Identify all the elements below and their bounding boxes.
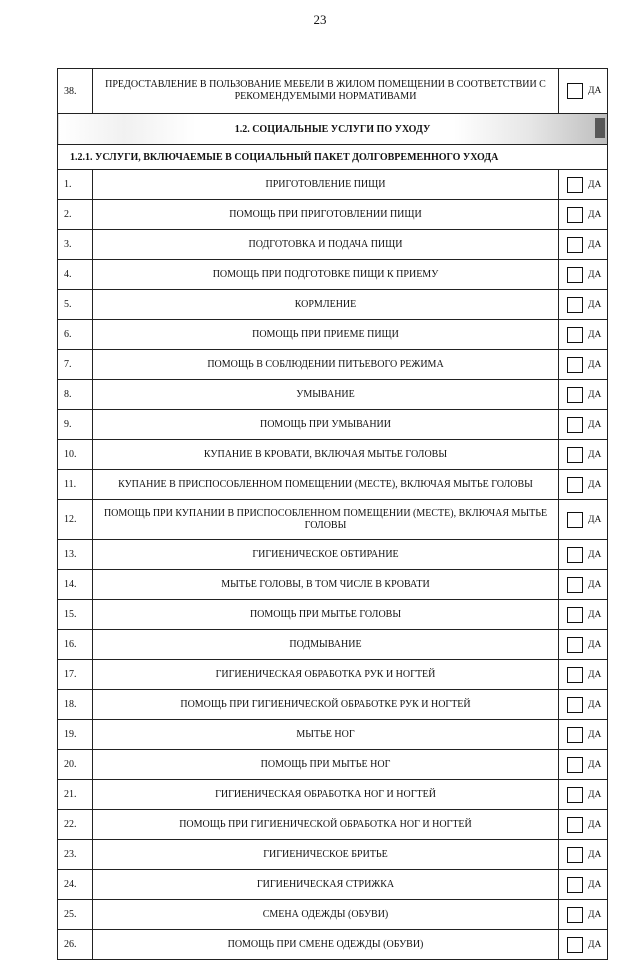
- service-label: МЫТЬЕ НОГ: [93, 720, 559, 750]
- yes-label: ДА: [588, 239, 602, 250]
- table-row: [58, 930, 608, 960]
- table-row: [58, 410, 608, 440]
- row-number: 17.: [58, 660, 93, 690]
- yes-checkbox[interactable]: [567, 387, 583, 403]
- row-number: 20.: [58, 750, 93, 780]
- yes-cell: [559, 540, 608, 570]
- yes-label: ДА: [588, 449, 602, 460]
- yes-checkbox[interactable]: [567, 937, 583, 953]
- service-label: ГИГИЕНИЧЕСКОЕ БРИТЬЕ: [93, 840, 559, 870]
- yes-cell: [559, 500, 608, 540]
- table-row: [58, 780, 608, 810]
- service-label: ПРЕДОСТАВЛЕНИЕ В ПОЛЬЗОВАНИЕ МЕБЕЛИ В ЖИЛОМ ПОМЕЩЕНИИ В СООТВЕТСТВИИ С РЕКОМЕНДУЕМЫМИ НОРМАТИВАМИ: [93, 69, 559, 114]
- table-row: [58, 350, 608, 380]
- yes-cell: [559, 660, 608, 690]
- yes-checkbox[interactable]: [567, 907, 583, 923]
- service-label: ПОДГОТОВКА И ПОДАЧА ПИЩИ: [93, 230, 559, 260]
- row-number: 2.: [58, 200, 93, 230]
- yes-cell: [559, 290, 608, 320]
- yes-checkbox[interactable]: [567, 727, 583, 743]
- service-label: ГИГИЕНИЧЕСКАЯ СТРИЖКА: [93, 870, 559, 900]
- service-label: ПОМОЩЬ ПРИ СМЕНЕ ОДЕЖДЫ (ОБУВИ): [93, 930, 559, 960]
- service-label: ПОМОЩЬ ПРИ ПОДГОТОВКЕ ПИЩИ К ПРИЕМУ: [93, 260, 559, 290]
- section-title: 1.2. СОЦИАЛЬНЫЕ УСЛУГИ ПО УХОДУ: [234, 123, 431, 135]
- service-label: СМЕНА ОДЕЖДЫ (ОБУВИ): [93, 900, 559, 930]
- yes-checkbox[interactable]: [567, 417, 583, 433]
- table-row: [58, 630, 608, 660]
- table-row: [58, 660, 608, 690]
- yes-cell: [559, 260, 608, 290]
- table-row: [58, 440, 608, 470]
- table-row: [58, 170, 608, 200]
- yes-checkbox[interactable]: [567, 547, 583, 563]
- row-number: 24.: [58, 870, 93, 900]
- yes-checkbox[interactable]: [567, 787, 583, 803]
- row-number: 18.: [58, 690, 93, 720]
- yes-label: ДА: [588, 299, 602, 310]
- yes-cell: [559, 230, 608, 260]
- yes-checkbox[interactable]: [567, 83, 583, 99]
- service-label: ПОМОЩЬ ПРИ МЫТЬЕ НОГ: [93, 750, 559, 780]
- row-number: 25.: [58, 900, 93, 930]
- row-number: 26.: [58, 930, 93, 960]
- yes-cell: [559, 720, 608, 750]
- yes-checkbox[interactable]: [567, 877, 583, 893]
- service-label: ГИГИЕНИЧЕСКАЯ ОБРАБОТКА НОГ И НОГТЕЙ: [93, 780, 559, 810]
- table-row: [58, 69, 608, 114]
- yes-label: ДА: [588, 729, 602, 740]
- service-label: ПОДМЫВАНИЕ: [93, 630, 559, 660]
- yes-label: ДА: [588, 86, 602, 96]
- row-number: 6.: [58, 320, 93, 350]
- table-row: [58, 500, 608, 540]
- row-number: 14.: [58, 570, 93, 600]
- table-row: [58, 570, 608, 600]
- table-row: [58, 720, 608, 750]
- yes-label: ДА: [588, 209, 602, 220]
- yes-cell: [559, 440, 608, 470]
- yes-label: ДА: [588, 639, 602, 650]
- yes-label: ДА: [588, 269, 602, 280]
- yes-label: ДА: [588, 819, 602, 830]
- service-label: ПОМОЩЬ ПРИ ПРИГОТОВЛЕНИИ ПИЩИ: [93, 200, 559, 230]
- yes-label: ДА: [588, 789, 602, 800]
- row-number: 7.: [58, 350, 93, 380]
- yes-cell: [559, 600, 608, 630]
- service-label: КУПАНИЕ В КРОВАТИ, ВКЛЮЧАЯ МЫТЬЕ ГОЛОВЫ: [93, 440, 559, 470]
- yes-checkbox[interactable]: [567, 207, 583, 223]
- row-number: 1.: [58, 170, 93, 200]
- row-number: 16.: [58, 630, 93, 660]
- section-title-cell: [58, 114, 608, 145]
- yes-checkbox[interactable]: [567, 817, 583, 833]
- table-row: [58, 260, 608, 290]
- scan-artifact: [595, 118, 605, 138]
- yes-cell: [559, 470, 608, 500]
- yes-cell: [559, 870, 608, 900]
- row-number: 38.: [58, 69, 93, 114]
- row-number: 4.: [58, 260, 93, 290]
- yes-label: ДА: [588, 329, 602, 340]
- yes-label: ДА: [588, 699, 602, 710]
- service-label: ПОМОЩЬ ПРИ МЫТЬЕ ГОЛОВЫ: [93, 600, 559, 630]
- yes-label: ДА: [588, 514, 602, 525]
- row-number: 21.: [58, 780, 93, 810]
- yes-checkbox[interactable]: [567, 267, 583, 283]
- table-row: [58, 470, 608, 500]
- row-number: 9.: [58, 410, 93, 440]
- yes-checkbox[interactable]: [567, 512, 583, 528]
- table-row: [58, 690, 608, 720]
- row-number: 22.: [58, 810, 93, 840]
- service-label: МЫТЬЕ ГОЛОВЫ, В ТОМ ЧИСЛЕ В КРОВАТИ: [93, 570, 559, 600]
- yes-cell: [559, 900, 608, 930]
- yes-label: ДА: [588, 909, 602, 920]
- service-label: КУПАНИЕ В ПРИСПОСОБЛЕННОМ ПОМЕЩЕНИИ (МЕСТЕ), ВКЛЮЧАЯ МЫТЬЕ ГОЛОВЫ: [93, 470, 559, 500]
- yes-cell: [559, 410, 608, 440]
- yes-cell: [559, 930, 608, 960]
- yes-cell: [559, 690, 608, 720]
- service-label: ПОМОЩЬ ПРИ ГИГИЕНИЧЕСКОЙ ОБРАБОТКА НОГ И НОГТЕЙ: [93, 810, 559, 840]
- yes-label: ДА: [588, 849, 602, 860]
- section-header-row: [58, 114, 608, 145]
- row-number: 19.: [58, 720, 93, 750]
- yes-checkbox[interactable]: [567, 577, 583, 593]
- yes-label: ДА: [588, 479, 602, 490]
- yes-checkbox[interactable]: [567, 327, 583, 343]
- yes-label: ДА: [588, 419, 602, 430]
- yes-checkbox[interactable]: [567, 847, 583, 863]
- yes-cell: [559, 320, 608, 350]
- yes-checkbox[interactable]: [567, 607, 583, 623]
- table-row: [58, 380, 608, 410]
- yes-cell: [559, 780, 608, 810]
- row-number: 3.: [58, 230, 93, 260]
- service-label: ПОМОЩЬ ПРИ УМЫВАНИИ: [93, 410, 559, 440]
- yes-cell: [559, 840, 608, 870]
- yes-checkbox[interactable]: [567, 297, 583, 313]
- yes-cell: [559, 380, 608, 410]
- row-number: 15.: [58, 600, 93, 630]
- table-row: [58, 750, 608, 780]
- table-row: [58, 200, 608, 230]
- row-number: 8.: [58, 380, 93, 410]
- row-number: 13.: [58, 540, 93, 570]
- service-label: ГИГИЕНИЧЕСКОЕ ОБТИРАНИЕ: [93, 540, 559, 570]
- row-number: 12.: [58, 500, 93, 540]
- row-number: 23.: [58, 840, 93, 870]
- page-number: 23: [313, 12, 327, 27]
- yes-checkbox[interactable]: [567, 637, 583, 653]
- table-row: [58, 870, 608, 900]
- yes-cell: [559, 69, 608, 114]
- yes-checkbox[interactable]: [567, 237, 583, 253]
- yes-label: ДА: [588, 549, 602, 560]
- service-label: ПОМОЩЬ ПРИ ПРИЕМЕ ПИЩИ: [93, 320, 559, 350]
- yes-checkbox[interactable]: [567, 697, 583, 713]
- row-number: 10.: [58, 440, 93, 470]
- row-number: 11.: [58, 470, 93, 500]
- yes-cell: [559, 170, 608, 200]
- table-row: [58, 540, 608, 570]
- yes-checkbox[interactable]: [567, 177, 583, 193]
- yes-cell: [559, 570, 608, 600]
- table-row: [58, 810, 608, 840]
- yes-checkbox[interactable]: [567, 477, 583, 493]
- table-row: [58, 230, 608, 260]
- row-number: 5.: [58, 290, 93, 320]
- table-row: [58, 840, 608, 870]
- table-row: [58, 600, 608, 630]
- subsection-title: 1.2.1. УСЛУГИ, ВКЛЮЧАЕМЫЕ В СОЦИАЛЬНЫЙ ПАКЕТ ДОЛГОВРЕМЕННОГО УХОДА: [58, 145, 608, 170]
- yes-cell: [559, 630, 608, 660]
- yes-label: ДА: [588, 389, 602, 400]
- yes-label: ДА: [588, 669, 602, 680]
- yes-label: ДА: [588, 759, 602, 770]
- yes-cell: [559, 350, 608, 380]
- service-label: УМЫВАНИЕ: [93, 380, 559, 410]
- yes-label: ДА: [588, 359, 602, 370]
- yes-checkbox[interactable]: [567, 757, 583, 773]
- yes-label: ДА: [588, 579, 602, 590]
- service-label: ГИГИЕНИЧЕСКАЯ ОБРАБОТКА РУК И НОГТЕЙ: [93, 660, 559, 690]
- service-label: ПОМОЩЬ ПРИ КУПАНИИ В ПРИСПОСОБЛЕННОМ ПОМЕЩЕНИИ (МЕСТЕ), ВКЛЮЧАЯ МЫТЬЕ ГОЛОВЫ: [93, 500, 559, 540]
- services-checklist-table: [57, 68, 608, 960]
- yes-cell: [559, 750, 608, 780]
- yes-cell: [559, 810, 608, 840]
- service-label: ПРИГОТОВЛЕНИЕ ПИЩИ: [93, 170, 559, 200]
- yes-checkbox[interactable]: [567, 447, 583, 463]
- yes-checkbox[interactable]: [567, 667, 583, 683]
- yes-label: ДА: [588, 879, 602, 890]
- yes-label: ДА: [588, 609, 602, 620]
- table-row: [58, 320, 608, 350]
- yes-cell: [559, 200, 608, 230]
- subsection-header-row: [58, 145, 608, 170]
- table-row: [58, 290, 608, 320]
- service-label: КОРМЛЕНИЕ: [93, 290, 559, 320]
- service-label: ПОМОЩЬ ПРИ ГИГИЕНИЧЕСКОЙ ОБРАБОТКЕ РУК И НОГТЕЙ: [93, 690, 559, 720]
- yes-label: ДА: [588, 939, 602, 950]
- yes-label: ДА: [588, 179, 602, 190]
- service-label: ПОМОЩЬ В СОБЛЮДЕНИИ ПИТЬЕВОГО РЕЖИМА: [93, 350, 559, 380]
- table-row: [58, 900, 608, 930]
- yes-checkbox[interactable]: [567, 357, 583, 373]
